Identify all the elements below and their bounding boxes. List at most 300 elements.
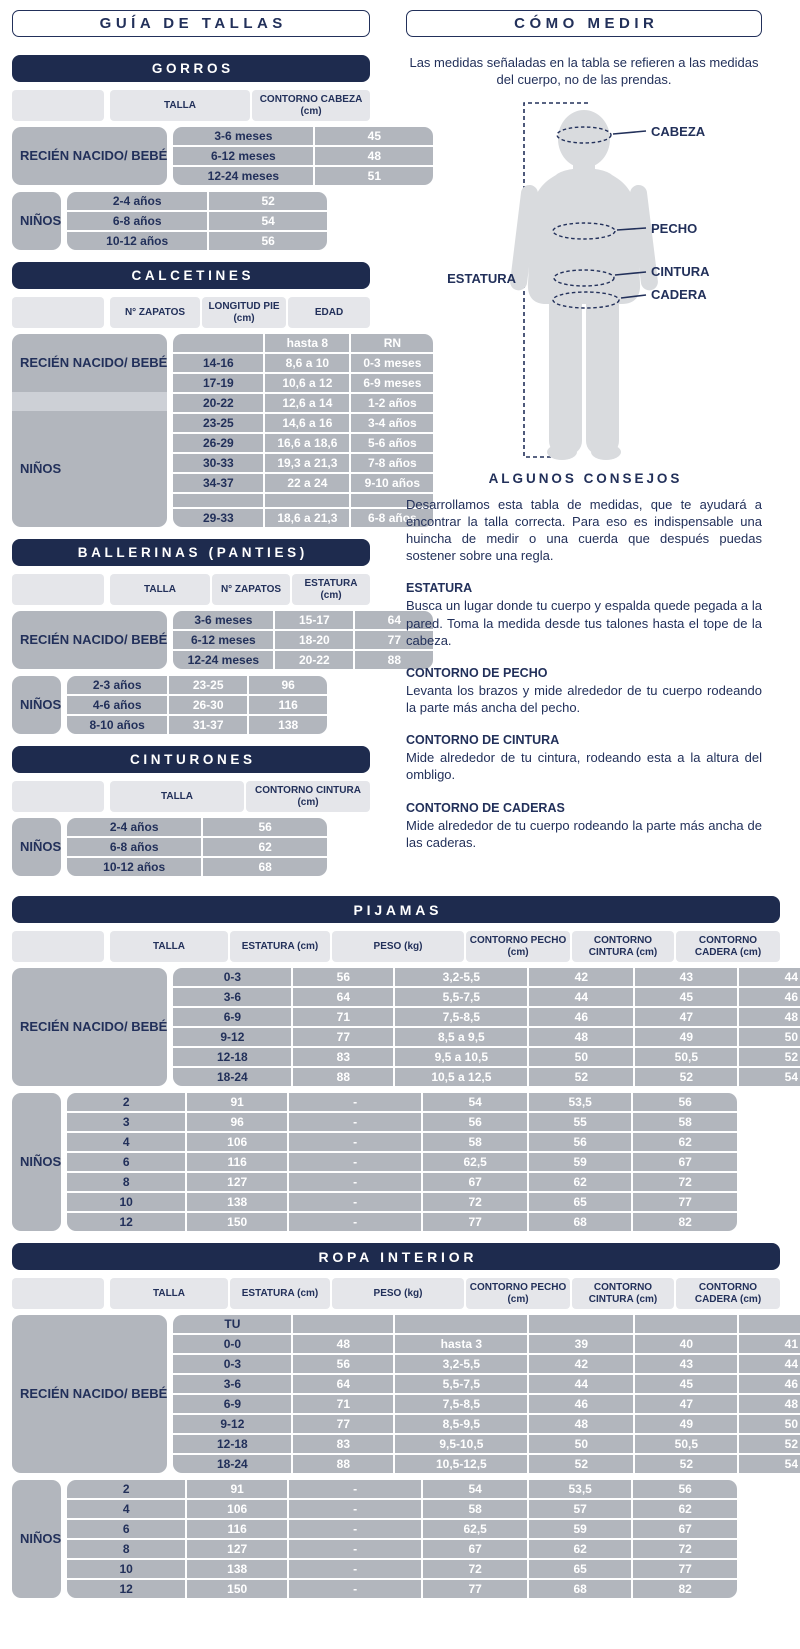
size-cell: 6-12 meses <box>173 147 313 165</box>
tip-contorno-cintura <box>406 733 762 783</box>
size-cell: 50,5 <box>635 1435 737 1453</box>
size-cell: 150 <box>187 1213 287 1231</box>
size-cell: 2-4 años <box>67 818 201 836</box>
size-cell: 58 <box>423 1500 527 1518</box>
size-cell: 48 <box>529 1415 633 1433</box>
table-group <box>12 1315 799 1473</box>
size-cell: 46 <box>739 1375 800 1393</box>
size-cell: 3-6 <box>173 988 291 1006</box>
size-cell: 52 <box>739 1048 800 1066</box>
size-cell <box>635 1315 737 1333</box>
column-header: CONTORNO PECHO (cm) <box>466 1278 570 1309</box>
column-header: CONTORNO CADERA (cm) <box>676 931 780 962</box>
size-cell: 88 <box>293 1068 393 1086</box>
table-row <box>173 354 433 372</box>
size-cell: - <box>289 1193 421 1211</box>
size-cell: 1-2 años <box>351 394 433 412</box>
diagram-label-cabeza: CABEZA <box>651 123 706 139</box>
gorros-table <box>12 55 382 250</box>
table-title-bar: CINTURONES <box>12 746 370 773</box>
size-cell: 72 <box>633 1173 737 1191</box>
size-cell: 54 <box>739 1068 800 1086</box>
size-cell: 77 <box>423 1213 527 1231</box>
corner-cell <box>12 781 104 812</box>
size-cell: 49 <box>635 1028 737 1046</box>
table-row <box>173 167 433 185</box>
size-cell: 48 <box>315 147 433 165</box>
how-to-measure-title: CÓMO MEDIR <box>406 10 762 37</box>
group-label-segment: NIÑOS <box>20 838 62 854</box>
size-cell: 50 <box>739 1028 800 1046</box>
table-row <box>67 696 327 714</box>
size-cell: 62 <box>529 1173 631 1191</box>
size-cell: 15-17 <box>275 611 353 629</box>
size-cell: hasta 8 <box>265 334 349 352</box>
size-cell: 42 <box>529 968 633 986</box>
size-cell: - <box>289 1213 421 1231</box>
size-cell: 12,6 a 14 <box>265 394 349 412</box>
size-cell: 82 <box>633 1213 737 1231</box>
size-cell: 3-6 meses <box>173 127 313 145</box>
table-group <box>12 611 402 669</box>
size-cell: 45 <box>635 988 737 1006</box>
group-label-segment: RECIÉN NACIDO/ BEBÉ <box>20 147 168 163</box>
table-row <box>173 509 433 527</box>
table-header-row <box>12 297 370 328</box>
table-row <box>67 1213 737 1231</box>
size-cell: 77 <box>355 631 433 649</box>
size-cell: 18-24 <box>173 1455 291 1473</box>
table-row <box>173 474 433 492</box>
size-cell: 62,5 <box>423 1153 527 1171</box>
size-cell: 4 <box>67 1500 185 1518</box>
body-measure-diagram <box>406 97 760 461</box>
page-title: GUÍA DE TALLAS <box>12 10 370 37</box>
size-cell: 3-4 años <box>351 414 433 432</box>
size-cell: 116 <box>249 696 327 714</box>
table-row <box>67 838 327 856</box>
table-row <box>67 1580 737 1598</box>
size-cell: 39 <box>529 1335 633 1353</box>
tip-text: Mide alrededor de tu cintura, rodeando esta a la altura del ombligo. <box>406 750 762 783</box>
table-row <box>173 394 433 412</box>
group-label-segment: NIÑOS <box>20 460 62 476</box>
size-cell: 0-0 <box>173 1335 291 1353</box>
size-cell: 72 <box>423 1193 527 1211</box>
column-header: ESTATURA (cm) <box>230 1278 330 1309</box>
size-cell: 116 <box>187 1520 287 1538</box>
tip-text: Busca un lugar donde tu cuerpo y espalda quede pegada a la pared. Toma la medida desde tus talones hasta el tope de la cabeza. <box>406 598 762 648</box>
size-cell: 106 <box>187 1133 287 1151</box>
size-cell: 12-24 meses <box>173 167 313 185</box>
table-title-bar: ROPA INTERIOR <box>12 1243 780 1270</box>
size-cell: 52 <box>529 1068 633 1086</box>
table-row <box>173 651 433 669</box>
size-cell: 59 <box>529 1520 631 1538</box>
size-cell: 47 <box>635 1008 737 1026</box>
size-cell: 150 <box>187 1580 287 1598</box>
size-cell: 9-12 <box>173 1028 291 1046</box>
size-cell: 54 <box>739 1455 800 1473</box>
table-row <box>173 127 433 145</box>
table-row <box>173 1375 800 1393</box>
size-cell: 54 <box>423 1093 527 1111</box>
size-cell: 2-3 años <box>67 676 167 694</box>
size-cell: 46 <box>529 1395 633 1413</box>
size-cell: 29-33 <box>173 509 263 527</box>
size-cell: 10-12 años <box>67 858 201 876</box>
size-cell: 3-6 <box>173 1375 291 1393</box>
size-cell: 50 <box>529 1435 633 1453</box>
size-cell: 9-12 <box>173 1415 291 1433</box>
table-row <box>67 676 327 694</box>
size-cell <box>529 1315 633 1333</box>
group-label-segment: RECIÉN NACIDO/ BEBÉ <box>20 1018 168 1034</box>
size-cell: 22 a 24 <box>265 474 349 492</box>
size-cell: 71 <box>293 1395 393 1413</box>
ballerinas-table <box>12 539 402 734</box>
size-cell: 6-8 años <box>67 838 201 856</box>
size-cell: 64 <box>293 988 393 1006</box>
size-cell: 0-3 <box>173 1355 291 1373</box>
size-cell: 44 <box>529 988 633 1006</box>
column-header: ESTATURA (cm) <box>292 574 370 605</box>
group-label-segment: RECIÉN NACIDO/ BEBÉ <box>20 631 168 647</box>
size-cell: 91 <box>187 1093 287 1111</box>
table-row <box>173 334 433 352</box>
cinturones-table <box>12 746 370 876</box>
table-row <box>173 1395 800 1413</box>
table-title-bar: BALLERINAS (PANTIES) <box>12 539 370 566</box>
size-cell: 62 <box>203 838 327 856</box>
size-cell: 26-30 <box>169 696 247 714</box>
tip-title: CONTORNO DE CINTURA <box>406 733 560 748</box>
table-header-row <box>12 574 370 605</box>
size-cell: 30-33 <box>173 454 263 472</box>
table-row <box>173 631 433 649</box>
size-cell: 10,5 a 12,5 <box>395 1068 527 1086</box>
size-cell: 48 <box>739 1008 800 1026</box>
size-cell: 10 <box>67 1193 185 1211</box>
size-cell: 8-10 años <box>67 716 167 734</box>
size-cell: 96 <box>187 1113 287 1131</box>
size-cell: hasta 3 <box>395 1335 527 1353</box>
tip-text: Mide alrededor de tu cuerpo rodeando la parte más ancha de las caderas. <box>406 817 762 850</box>
size-cell: - <box>289 1540 421 1558</box>
size-cell: 88 <box>293 1455 393 1473</box>
tip-title: ESTATURA <box>406 581 473 596</box>
column-header: CONTORNO CABEZA (cm) <box>252 90 370 121</box>
size-cell <box>265 494 349 507</box>
size-cell: 127 <box>187 1540 287 1558</box>
size-cell: 68 <box>529 1580 631 1598</box>
group-label <box>12 1093 61 1231</box>
group-label <box>12 192 61 250</box>
size-cell: 56 <box>529 1133 631 1151</box>
table-row <box>173 434 433 452</box>
table-row <box>173 968 800 986</box>
diagram-label-cintura: CINTURA <box>651 263 710 279</box>
size-cell: 48 <box>739 1395 800 1413</box>
size-cell: - <box>289 1500 421 1518</box>
table-rows-block <box>173 334 433 527</box>
corner-cell <box>12 90 104 121</box>
size-cell: 20-22 <box>275 651 353 669</box>
size-cell: 56 <box>293 968 393 986</box>
tip-title: CONTORNO DE CADERAS <box>406 800 565 815</box>
size-cell: 67 <box>633 1153 737 1171</box>
size-cell: 51 <box>315 167 433 185</box>
size-cell: 6 <box>67 1153 185 1171</box>
corner-cell <box>12 297 104 328</box>
size-cell: 138 <box>187 1560 287 1578</box>
size-cell: 65 <box>529 1560 631 1578</box>
size-cell: 88 <box>355 651 433 669</box>
size-cell: - <box>289 1560 421 1578</box>
table-header-row <box>12 931 780 962</box>
column-header: CONTORNO CINTURA (cm) <box>572 1278 674 1309</box>
size-cell: 14-16 <box>173 354 263 372</box>
group-label <box>12 1480 61 1598</box>
table-row <box>173 988 800 1006</box>
table-title-bar: CALCETINES <box>12 262 370 289</box>
size-cell: 52 <box>529 1455 633 1473</box>
size-cell: 77 <box>633 1193 737 1211</box>
size-cell: 20-22 <box>173 394 263 412</box>
size-cell: 52 <box>635 1455 737 1473</box>
table-rows-block <box>67 676 327 734</box>
group-label-segment: NIÑOS <box>20 696 62 712</box>
size-cell <box>173 494 263 507</box>
table-header-row <box>12 781 370 812</box>
size-cell: 68 <box>203 858 327 876</box>
table-row <box>67 1540 737 1558</box>
size-cell <box>293 1315 393 1333</box>
tip-contorno-pecho <box>406 666 762 716</box>
table-row <box>173 414 433 432</box>
size-cell: 6-12 meses <box>173 631 273 649</box>
size-cell: 4-6 años <box>67 696 167 714</box>
size-cell: 6-8 años <box>351 509 433 527</box>
table-rows-block <box>67 1093 737 1231</box>
column-header: N° ZAPATOS <box>110 297 200 328</box>
column-header: CONTORNO PECHO (cm) <box>466 931 570 962</box>
size-cell: 0-3 meses <box>351 354 433 372</box>
table-group <box>12 1093 780 1231</box>
size-cell: 46 <box>739 988 800 1006</box>
size-cell: - <box>289 1580 421 1598</box>
size-cell: 7,5-8,5 <box>395 1008 527 1026</box>
size-cell: 8,6 a 10 <box>265 354 349 372</box>
size-cell: 7-8 años <box>351 454 433 472</box>
size-cell: 31-37 <box>169 716 247 734</box>
size-cell: 67 <box>633 1520 737 1538</box>
size-cell: 48 <box>293 1335 393 1353</box>
size-cell: 67 <box>423 1540 527 1558</box>
column-header: TALLA <box>110 781 244 812</box>
group-label-segment: NIÑOS <box>20 1153 62 1169</box>
size-cell: 67 <box>423 1173 527 1191</box>
size-cell: 52 <box>635 1068 737 1086</box>
size-cell: 6 <box>67 1520 185 1538</box>
size-cell: 56 <box>293 1355 393 1373</box>
table-row <box>173 1315 800 1333</box>
table-group <box>12 127 382 185</box>
table-row <box>173 1068 800 1086</box>
size-cell: 82 <box>633 1580 737 1598</box>
size-cell: 16,6 a 18,6 <box>265 434 349 452</box>
size-cell: 48 <box>529 1028 633 1046</box>
table-row <box>67 1480 737 1498</box>
size-cell: 47 <box>635 1395 737 1413</box>
size-cell: 6-9 meses <box>351 374 433 392</box>
size-cell: 9,5-10,5 <box>395 1435 527 1453</box>
column-header: N° ZAPATOS <box>212 574 290 605</box>
size-cell: 34-37 <box>173 474 263 492</box>
size-cell: RN <box>351 334 433 352</box>
table-row <box>67 192 327 210</box>
size-cell: 14,6 a 16 <box>265 414 349 432</box>
size-cell: 8,5-9,5 <box>395 1415 527 1433</box>
table-row <box>67 212 327 230</box>
size-cell: TU <box>173 1315 291 1333</box>
table-group <box>12 968 799 1086</box>
size-cell: 42 <box>529 1355 633 1373</box>
group-label <box>12 968 167 1086</box>
group-label <box>12 676 61 734</box>
tips-intro-text: Desarrollamos esta tabla de medidas, que te ayudará a encontrar la talla correcta. Para eso es indispensable una huincha de medir o una cuerda que después puedas sostener sobre una regla. <box>406 496 762 564</box>
size-cell: 72 <box>423 1560 527 1578</box>
table-row <box>173 1455 800 1473</box>
table-title-bar: PIJAMAS <box>12 896 780 923</box>
size-cell: 57 <box>529 1500 631 1518</box>
size-cell: 91 <box>187 1480 287 1498</box>
corner-cell <box>12 574 104 605</box>
size-cell: 8 <box>67 1173 185 1191</box>
column-header: CONTORNO CINTURA (cm) <box>572 931 674 962</box>
corner-cell <box>12 1278 104 1309</box>
how-to-measure-column <box>406 10 762 888</box>
size-cell: 52 <box>209 192 327 210</box>
size-cell: 50 <box>529 1048 633 1066</box>
column-header: TALLA <box>110 90 250 121</box>
group-label-segment: RECIÉN NACIDO/ BEBÉ <box>20 354 168 370</box>
size-cell: 17-19 <box>173 374 263 392</box>
size-tables-column <box>12 10 422 888</box>
size-cell: 45 <box>635 1375 737 1393</box>
group-label-segment: NIÑOS <box>20 1530 62 1546</box>
size-cell: 23-25 <box>173 414 263 432</box>
table-row <box>173 1048 800 1066</box>
table-rows-block <box>67 818 327 876</box>
column-header: TALLA <box>110 1278 228 1309</box>
table-row <box>173 374 433 392</box>
size-cell: 56 <box>423 1113 527 1131</box>
size-cell <box>173 334 263 352</box>
diagram-label-estatura: ESTATURA <box>447 270 516 286</box>
tip-title: CONTORNO DE PECHO <box>406 665 548 680</box>
diagram-label-cadera: CADERA <box>651 286 707 302</box>
column-header: EDAD <box>288 297 370 328</box>
size-cell: 12-24 meses <box>173 651 273 669</box>
size-cell: 127 <box>187 1173 287 1191</box>
group-label <box>12 611 167 669</box>
size-cell: 43 <box>635 1355 737 1373</box>
size-cell: 26-29 <box>173 434 263 452</box>
size-cell: - <box>289 1480 421 1498</box>
table-group <box>12 192 370 250</box>
size-cell: 12 <box>67 1213 185 1231</box>
table-row <box>67 1500 737 1518</box>
size-cell: 53,5 <box>529 1480 631 1498</box>
size-cell: 62,5 <box>423 1520 527 1538</box>
table-rows-block <box>173 611 433 669</box>
size-cell: 77 <box>293 1415 393 1433</box>
group-label <box>12 127 167 185</box>
size-cell: 58 <box>423 1133 527 1151</box>
size-cell: 2 <box>67 1093 185 1111</box>
calcetines-table <box>12 262 422 527</box>
tip-text: Levanta los brazos y mide alrededor de tu cuerpo rodeando la parte más ancha del pecho. <box>406 682 762 716</box>
corner-cell <box>12 931 104 962</box>
tip-contorno-caderas <box>406 801 762 851</box>
size-cell: 12-18 <box>173 1048 291 1066</box>
size-cell: 5,5-7,5 <box>395 1375 527 1393</box>
size-cell: 6-8 años <box>67 212 207 230</box>
size-cell: 41 <box>739 1335 800 1353</box>
table-row <box>67 1113 737 1131</box>
table-row <box>173 611 433 629</box>
table-row <box>67 858 327 876</box>
size-cell: 5,5-7,5 <box>395 988 527 1006</box>
size-cell: 8 <box>67 1540 185 1558</box>
size-cell: 9,5 a 10,5 <box>395 1048 527 1066</box>
table-row <box>173 1028 800 1046</box>
size-cell: 64 <box>355 611 433 629</box>
size-cell: 49 <box>635 1415 737 1433</box>
size-cell: 50,5 <box>635 1048 737 1066</box>
table-row <box>67 1193 737 1211</box>
size-cell: 59 <box>529 1153 631 1171</box>
size-cell: 50 <box>739 1415 800 1433</box>
table-row <box>173 147 433 165</box>
size-cell: 116 <box>187 1153 287 1171</box>
table-row <box>67 1153 737 1171</box>
group-label-segment <box>12 392 167 411</box>
size-cell: 64 <box>293 1375 393 1393</box>
table-rows-block <box>173 1315 800 1473</box>
size-cell: 46 <box>529 1008 633 1026</box>
size-cell: 44 <box>529 1375 633 1393</box>
table-row <box>173 1335 800 1353</box>
group-label <box>12 818 61 876</box>
size-cell: 3,2-5,5 <box>395 1355 527 1373</box>
size-cell: 138 <box>249 716 327 734</box>
tip-estatura <box>406 581 762 648</box>
column-header: TALLA <box>110 931 228 962</box>
table-row <box>67 1173 737 1191</box>
table-row <box>67 1093 737 1111</box>
tips-title: ALGUNOS CONSEJOS <box>488 470 683 486</box>
table-group <box>12 818 370 876</box>
table-row <box>173 494 433 507</box>
size-cell: 43 <box>635 968 737 986</box>
size-cell: 18-24 <box>173 1068 291 1086</box>
size-cell: 62 <box>529 1540 631 1558</box>
size-cell: 3,2-5,5 <box>395 968 527 986</box>
table-row <box>67 1520 737 1538</box>
size-cell: 44 <box>739 968 800 986</box>
